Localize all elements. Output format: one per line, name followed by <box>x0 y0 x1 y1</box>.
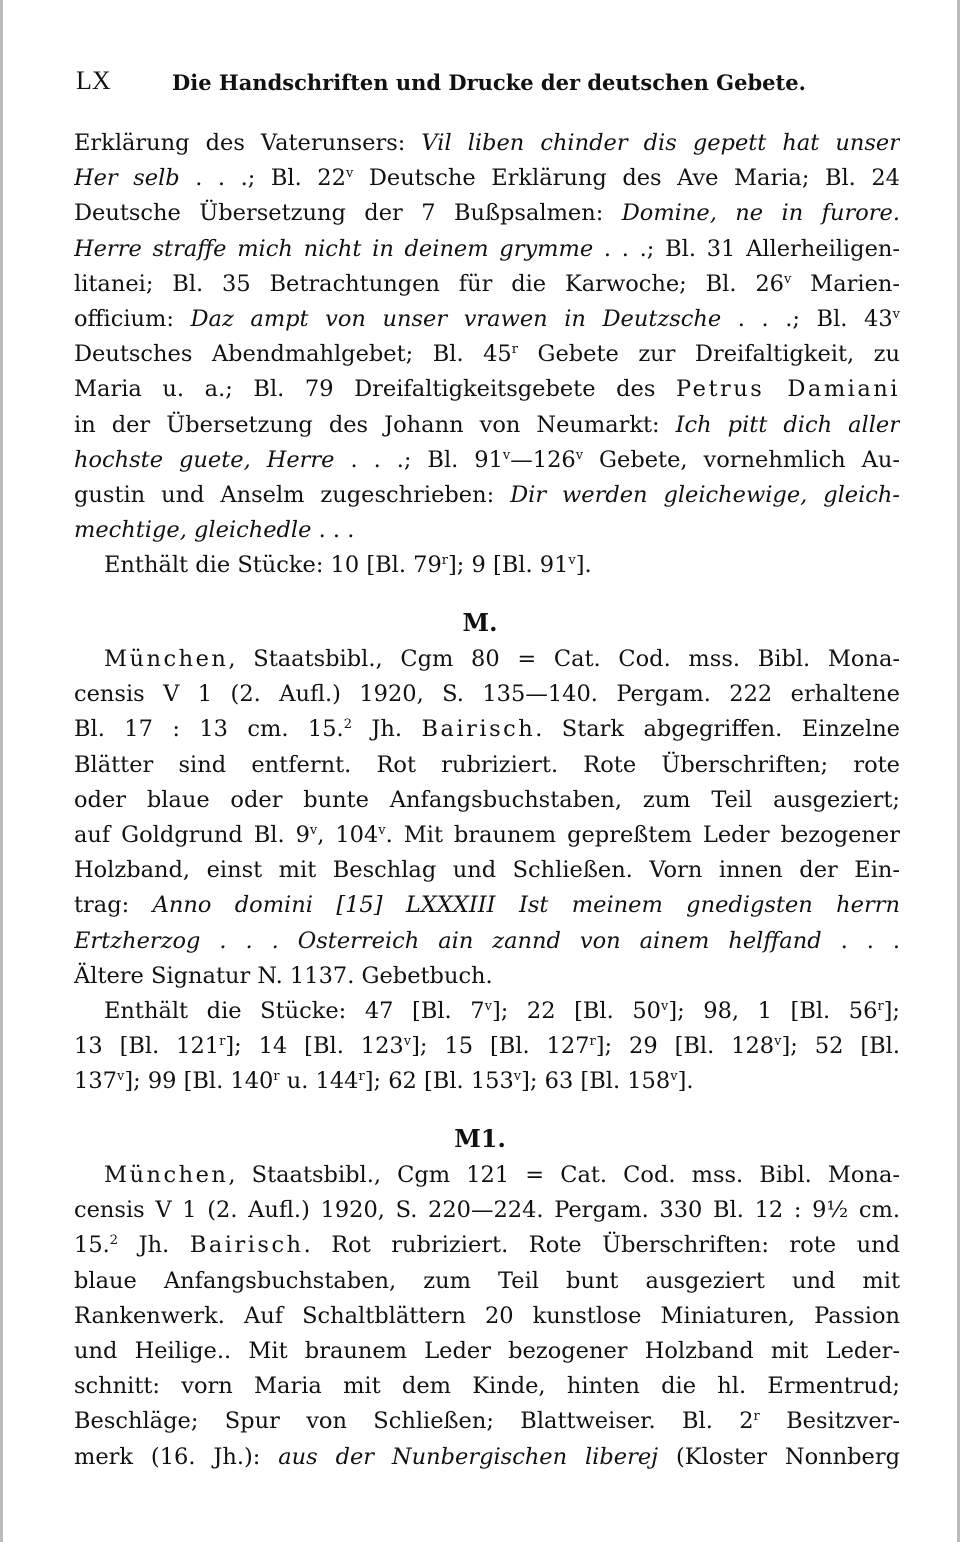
contents-line: 13 [Bl. 121$^r$]; 14 [Bl. 123$^v$]; 15 [Bl. 127$^r$]; 29 [Bl. 128$^v$]; 52 [Bl. <box>74 1033 900 1060</box>
manuscript-entry-m1 <box>74 1158 900 1475</box>
text-line: Herre straffe mich nicht in deinem grymme . . .; Bl. 31 Allerheiligen- <box>74 235 900 262</box>
text-line: Deutsche Übersetzung der 7 Bußpsalmen: Domine, ne in furore. <box>74 200 900 227</box>
text-line: gustin und Anselm zugeschrieben: Dir werden gleichewige, gleich- <box>74 481 900 508</box>
text-line: mechtige, gleichedle . . . <box>74 517 355 544</box>
text-line: 15.$^2$ Jh. Bairisch. Rot rubriziert. Rote Überschriften: rote und <box>74 1232 900 1259</box>
page-number: LX <box>76 66 111 95</box>
manuscript-entry-m <box>74 642 900 1099</box>
contents-line: Enthält die Stücke: 10 [Bl. 79$^r$]; 9 [Bl. 91$^v$]. <box>104 552 592 579</box>
text-line: Rankenwerk. Auf Schaltblättern 20 kunstlose Miniaturen, Passion <box>74 1302 900 1329</box>
text-line: Holzband, einst mit Beschlag und Schließen. Vorn innen der Ein- <box>74 857 900 884</box>
text-line: Her selb . . .; Bl. 22$^v$ Deutsche Erklärung des Ave Maria; Bl. 24 <box>74 165 900 192</box>
text-line: Blätter sind entfernt. Rot rubriziert. Rote Überschriften; rote <box>74 751 900 778</box>
text-line: Maria u. a.; Bl. 79 Dreifaltigkeitsgebete des Petrus Damiani <box>74 376 900 403</box>
text-line: Ertzherzog . . . Osterreich ain zannd von ainem helffand . . . <box>74 927 900 954</box>
siglum-m: M. <box>462 608 498 637</box>
text-line: Erklärung des Vaterunsers: Vil liben chinder dis gepett hat unser <box>74 130 900 156</box>
text-line: hochste guete, Herre . . .; Bl. 91$^v$—126$^v$ Gebete, vornehmlich Au- <box>74 446 900 473</box>
text-line: merk (16. Jh.): aus der Nunbergischen liberej (Kloster Nonnberg <box>74 1443 900 1470</box>
text-line: censis V 1 (2. Aufl.) 1920, S. 135—140. Pergam. 222 erhaltene <box>74 681 900 708</box>
contents-line: 137$^v$]; 99 [Bl. 140$^r$ u. 144$^r$]; 62 [Bl. 153$^v$]; 63 [Bl. 158$^v$]. <box>74 1068 694 1095</box>
entry-continuation <box>74 126 900 583</box>
text-line: blaue Anfangsbuchstaben, zum Teil bunt ausgeziert und mit <box>74 1267 900 1294</box>
text-line: oder blaue oder bunte Anfangsbuchstaben, zum Teil ausgeziert; <box>74 786 900 813</box>
text-line: Deutsches Abendmahlgebet; Bl. 45$^r$ Gebete zur Dreifaltigkeit, zu <box>74 341 900 368</box>
running-header <box>74 66 904 106</box>
text-line: Bl. 17 : 13 cm. 15.$^2$ Jh. Bairisch. Stark abgegriffen. Einzelne <box>74 716 900 743</box>
text-line: und Heilige.. Mit braunem Leder bezogener Holzband mit Leder- <box>74 1337 900 1364</box>
siglum-m1: M1. <box>454 1124 506 1153</box>
text-line: Ältere Signatur N. 1137. Gebetbuch. <box>74 962 493 989</box>
contents-line: Enthält die Stücke: 47 [Bl. 7$^v$]; 22 [Bl. 50$^v$]; 98, 1 [Bl. 56$^r$]; <box>104 997 900 1024</box>
text-line: in der Übersetzung des Johann von Neumarkt: Ich pitt dich aller <box>74 411 900 438</box>
text-line: auf Goldgrund Bl. 9$^v$, 104$^v$. Mit braunem gepreßtem Leder bezogener <box>74 821 900 848</box>
text-line: litanei; Bl. 35 Betrachtungen für die Karwoche; Bl. 26$^v$ Marien- <box>74 270 900 297</box>
running-title: Die Handschriften und Drucke der deutschen Gebete. <box>172 70 806 95</box>
text-line: München, Staatsbibl., Cgm 121 = Cat. Cod. mss. Bibl. Mona- <box>104 1162 900 1188</box>
text-line: München, Staatsbibl., Cgm 80 = Cat. Cod. mss. Bibl. Mona- <box>104 646 900 672</box>
text-line: schnitt: vorn Maria mit dem Kinde, hinten die hl. Ermentrud; <box>74 1373 900 1400</box>
text-line: Beschläge; Spur von Schließen; Blattweiser. Bl. 2$^r$ Besitzver- <box>74 1408 900 1435</box>
page-edge-left <box>0 0 3 1542</box>
text-line: censis V 1 (2. Aufl.) 1920, S. 220—224. Pergam. 330 Bl. 12 : 9½ cm. <box>74 1197 900 1224</box>
text-line: officium: Daz ampt von unser vrawen in Deutzsche . . .; Bl. 43$^v$ <box>74 305 900 332</box>
text-line: trag: Anno domini [15] LXXXIII Ist meinem gnedigsten herrn <box>74 892 900 919</box>
